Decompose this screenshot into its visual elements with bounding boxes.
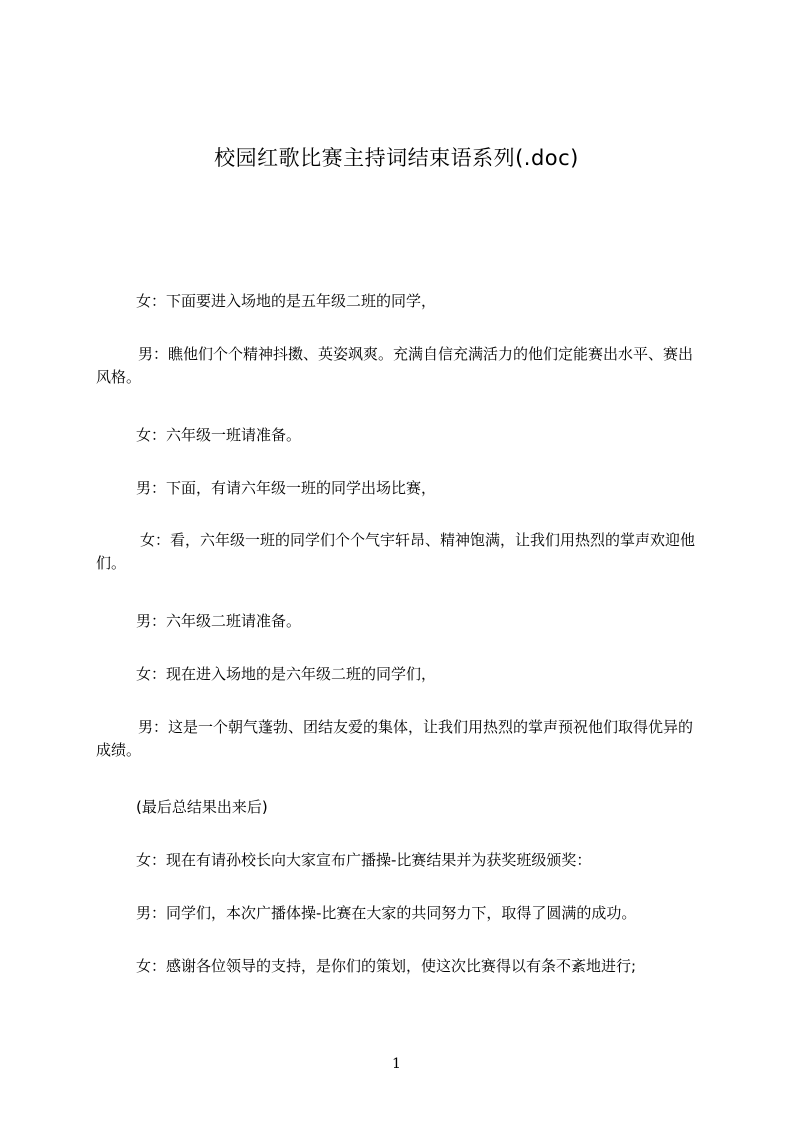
paragraph: 男：同学们，本次广播体操-比赛在大家的共同努力下，取得了圆满的成功。 — [136, 904, 637, 922]
paragraph: 男：这是一个朝气蓬勃、团结友爱的集体，让我们用热烈的掌声预祝他们取得优异的成绩。 — [96, 718, 694, 759]
paragraph: 女：下面要进入场地的是五年级二班的同学， — [136, 292, 437, 310]
paragraph: 男：六年级二班请准备。 — [136, 612, 302, 630]
paragraph: 女：六年级一班请准备。 — [136, 426, 302, 444]
paragraph: 女：看，六年级一班的同学们个个气宇轩昂、精神饱满，让我们用热烈的掌声欢迎他们。 — [96, 531, 696, 572]
document-title: 校园红歌比赛主持词结束语系列(.doc) — [214, 146, 579, 170]
page-number: 1 — [392, 1056, 401, 1072]
paragraph: 女：感谢各位领导的支持，是你们的策划，使这次比赛得以有条不紊地进行; — [136, 957, 637, 975]
paragraph: 女：现在有请孙校长向大家宣布广播操-比赛结果并为获奖班级颁奖： — [136, 851, 592, 869]
paragraph: 男：瞧他们个个精神抖擞、英姿飒爽。充满自信充满活力的他们定能赛出水平、赛出风格。 — [96, 345, 694, 386]
paragraph: 男：下面，有请六年级一班的同学出场比赛， — [136, 479, 437, 497]
paragraph: 女：现在进入场地的是六年级二班的同学们， — [136, 665, 437, 683]
paragraph: (最后总结果出来后) — [136, 798, 268, 816]
